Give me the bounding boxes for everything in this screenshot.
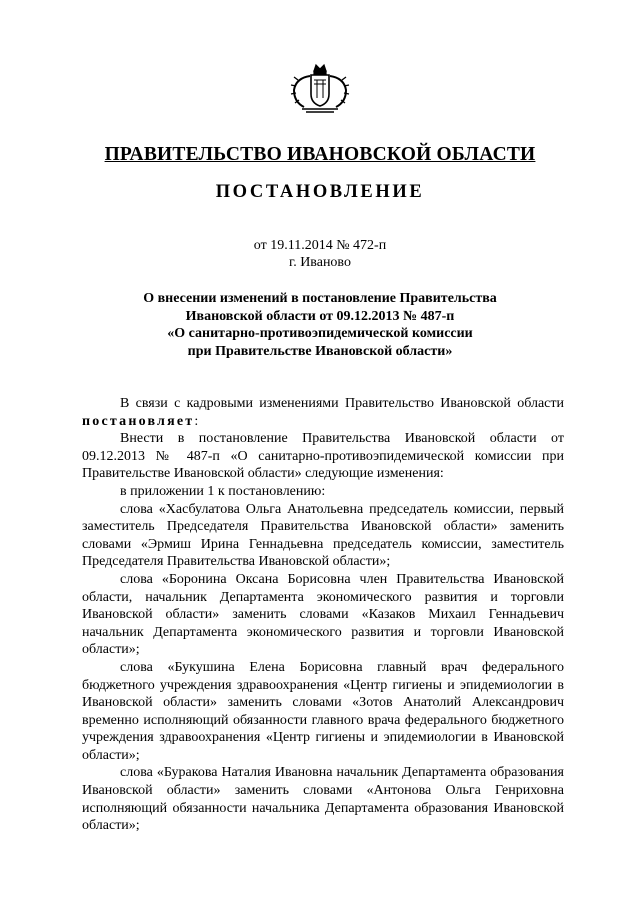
document-date-number: от 19.11.2014 № 472-п (253, 238, 387, 253)
body-paragraph (82, 395, 564, 430)
subject-line: при Правительстве Ивановской области» (187, 343, 453, 359)
organization-title: ПРАВИТЕЛЬСТВО ИВАНОВСКОЙ ОБЛАСТИ (104, 144, 536, 165)
document-body (82, 395, 564, 835)
subject-line: О внесении изменений в постановление Правительства (143, 291, 497, 306)
paragraph-text: В связи с кадровыми изменениями Правительство Ивановской области (120, 396, 564, 411)
document-city: г. Иваново (289, 255, 351, 270)
document-type-heading: ПОСТАНОВЛЕНИЕ (215, 182, 425, 202)
body-paragraph: в приложении 1 к постановлению: (120, 483, 326, 499)
body-paragraph: Внести в постановление Правительства Ивановской области от 09.12.2013 № 487-п «О санитарно-противоэпидемической комиссии при Правительстве Ивановской области» следующие изменения: (82, 431, 564, 482)
document-subject (110, 290, 530, 360)
body-paragraph: слова «Букушина Елена Борисовна главный врач федерального бюджетного учреждения здравоохранения «Центр гигиены и эпидемиологии в Ивановской области» заменить словами «Зотов Анатолий Александрович временно исполняющий обязанности главного врача федерального бюджетного учреждения здравоохранения «Центр гигиены и эпидемиологии в Ивановской области»; (82, 659, 564, 763)
paragraph-punctuation: : (194, 413, 199, 429)
body-paragraph: слова «Хасбулатова Ольга Анатольевна председатель комиссии, первый заместитель Председателя Правительства Ивановской области» заменить словами «Эрмиш Ирина Геннадьевна председатель комиссии, заместитель Председателя Правительства Ивановской области»; (82, 501, 564, 570)
subject-line: Ивановской области от 09.12.2013 № 487-п (185, 308, 455, 324)
subject-line: «О санитарно-противоэпидемической комиссии (167, 326, 473, 341)
body-paragraph: слова «Буракова Наталия Ивановна начальник Департамента образования Ивановской области» заменить словами «Антонова Ольга Генриховна исполняющий обязанности начальника Департамента образования Ивановской области»; (82, 765, 564, 834)
resolution-keyword: постановляет (82, 413, 195, 429)
body-paragraph: слова «Боронина Оксана Борисовна член Правительства Ивановской области, начальник Департамента экономического развития и торговли Ивановской области» заменить словами «Казаков Михаил Геннадьевич начальник Департамента экономического развития и торговли Ивановской области»; (82, 571, 564, 658)
coat-of-arms-icon (286, 62, 354, 116)
